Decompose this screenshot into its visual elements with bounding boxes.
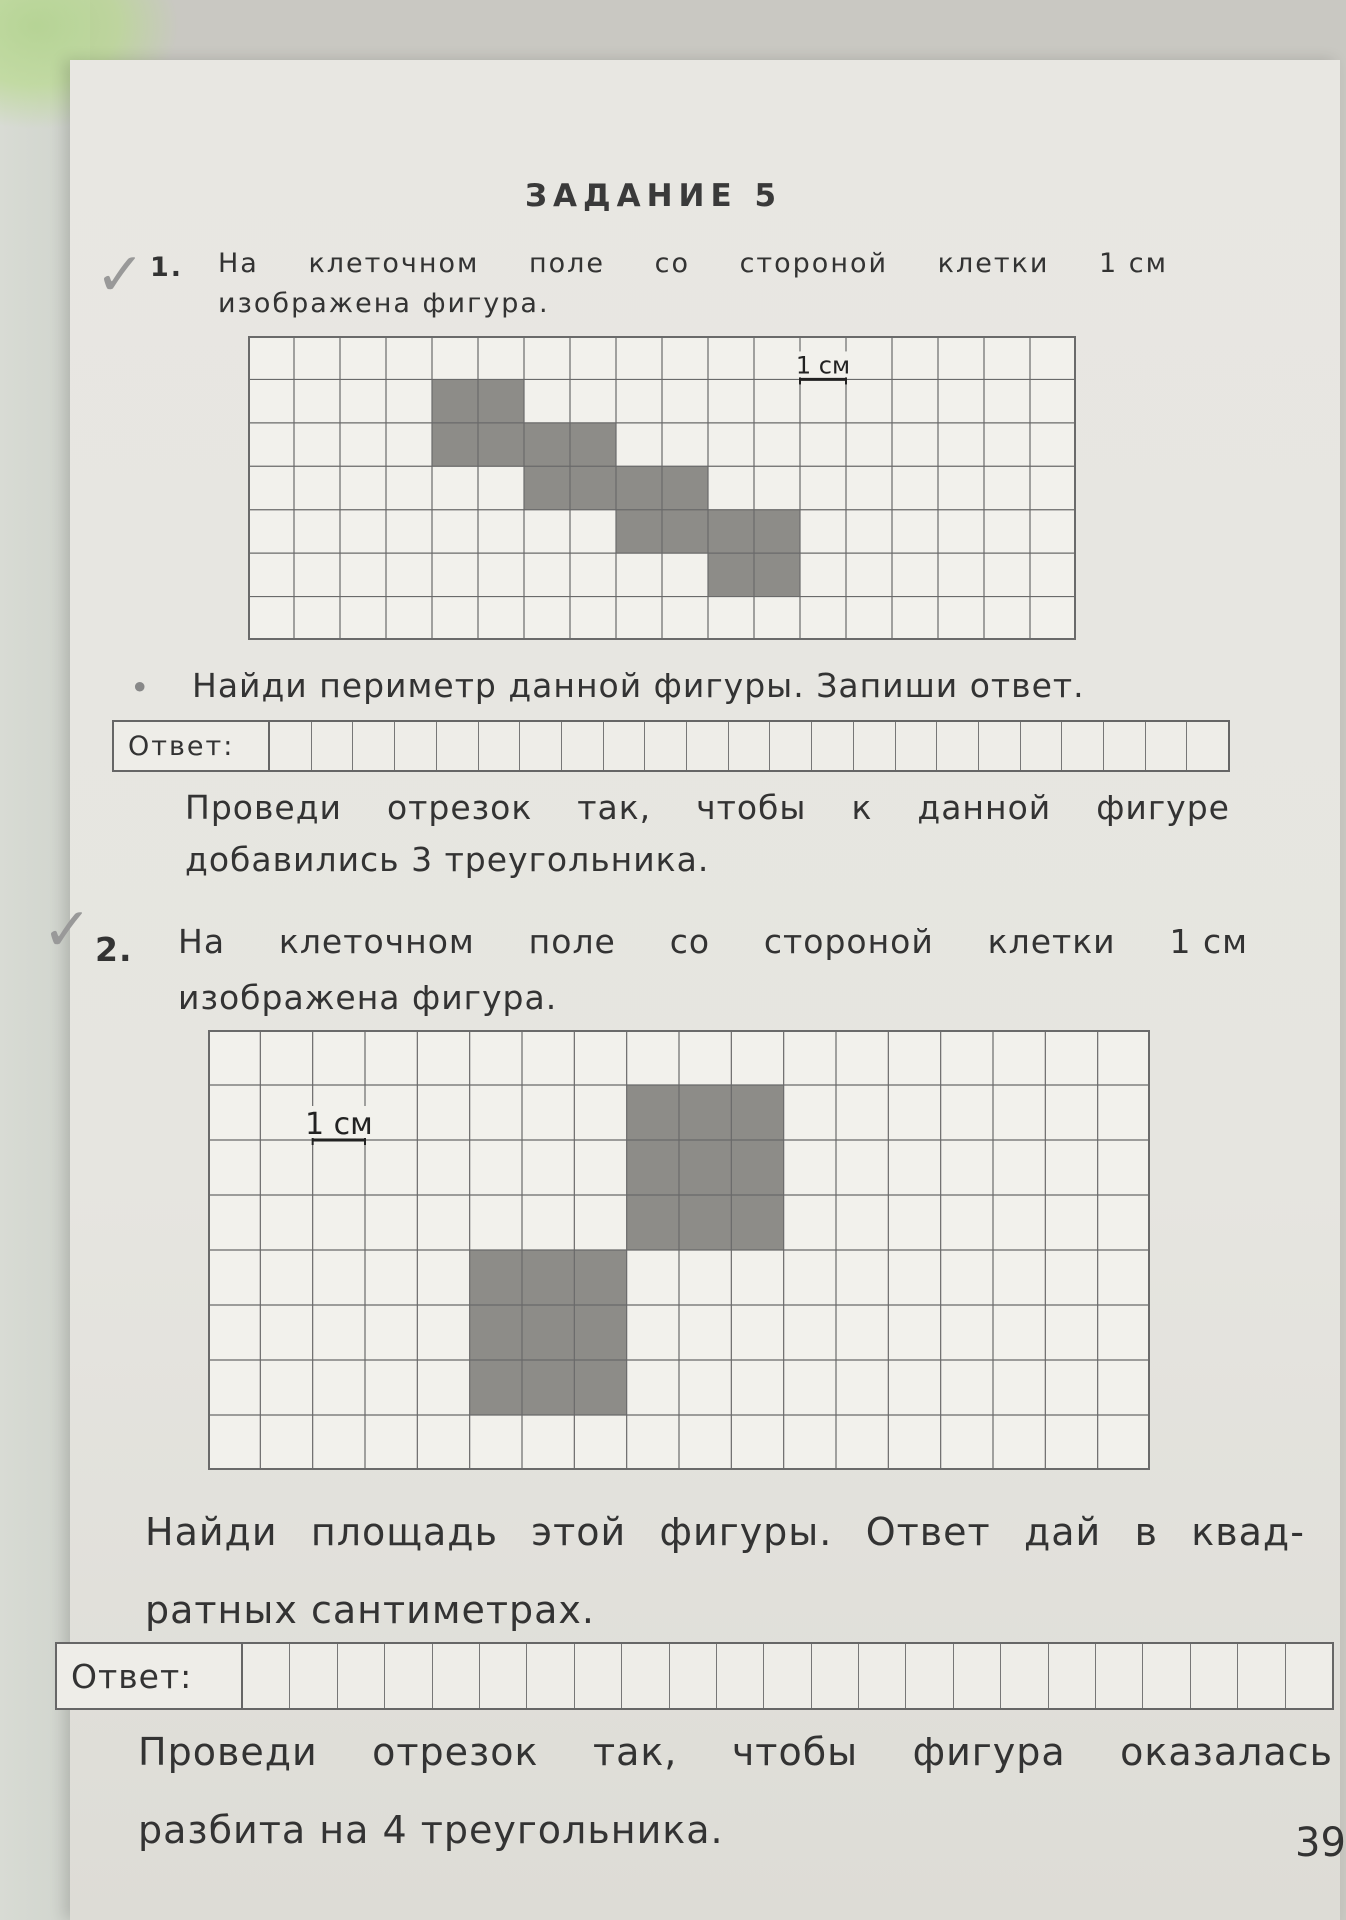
shaded-cell [432, 379, 478, 422]
task1-answer-box[interactable] [112, 720, 1230, 772]
task2-text-line1 [178, 922, 1248, 961]
task2-line1-word: поле [528, 922, 616, 961]
answer-cell[interactable] [312, 722, 354, 770]
shaded-cell [574, 1250, 626, 1305]
task2-extra-word: так, [592, 1730, 678, 1774]
answer-cell[interactable] [433, 1644, 480, 1708]
task1-extra-line2: добавились 3 треугольника. [185, 840, 710, 879]
shaded-cell [731, 1085, 783, 1140]
task2-line1-word: со [669, 922, 711, 961]
task1-line1-word: клеточном [308, 248, 480, 279]
task1-extra-word: так, [577, 788, 652, 827]
answer-cell[interactable] [270, 722, 312, 770]
shaded-cell [627, 1140, 679, 1195]
task2-question-word: в [1134, 1510, 1158, 1554]
task1-line1-word: На [218, 248, 259, 279]
answer-cell[interactable] [527, 1644, 574, 1708]
answer-cell[interactable] [1238, 1644, 1285, 1708]
task2-line1-word: 1 см [1169, 922, 1248, 961]
answer-cell[interactable] [395, 722, 437, 770]
task1-extra-word: отрезок [386, 788, 533, 827]
shaded-cell [524, 423, 570, 466]
shaded-cell [627, 1195, 679, 1250]
pencil-check-mark: ✓ [95, 240, 146, 310]
answer-cell[interactable] [1062, 722, 1104, 770]
task1-grid [248, 336, 1076, 640]
task2-question-word: дай [1023, 1510, 1102, 1554]
task2-number: 2. [95, 930, 133, 969]
shaded-cell [432, 423, 478, 466]
task1-extra-word: чтобы [696, 788, 807, 827]
scale-label: 1 см [304, 1107, 373, 1142]
task2-question-word: фигуры. [659, 1510, 833, 1554]
task1-line1-word: со [654, 248, 690, 279]
answer-cell[interactable] [979, 722, 1021, 770]
answer-cell[interactable] [575, 1644, 622, 1708]
task2-question-word: Ответ [865, 1510, 991, 1554]
task1-line1-word: клетки [937, 248, 1050, 279]
answer-cell[interactable] [1143, 1644, 1190, 1708]
shaded-cell [574, 1305, 626, 1360]
answer-cell[interactable] [1286, 1644, 1332, 1708]
task2-question-word: этой [531, 1510, 627, 1554]
answer-cell[interactable] [1049, 1644, 1096, 1708]
shaded-cell [470, 1250, 522, 1305]
answer-cell[interactable] [906, 1644, 953, 1708]
shaded-cell [679, 1140, 731, 1195]
answer-cells[interactable] [270, 722, 1228, 770]
task2-line1-word: На [178, 922, 226, 961]
task1-number: 1. [150, 252, 184, 283]
task2-extra-word: чтобы [731, 1730, 859, 1774]
answer-cell[interactable] [479, 722, 521, 770]
shaded-cell [754, 510, 800, 553]
shaded-cell [524, 466, 570, 509]
answer-cell[interactable] [859, 1644, 906, 1708]
shaded-cell [478, 379, 524, 422]
task2-answer-box[interactable] [55, 1642, 1334, 1710]
task2-extra-line1 [138, 1730, 1333, 1774]
shaded-cell [662, 510, 708, 553]
task2-line1-word: стороной [763, 922, 934, 961]
answer-cell[interactable] [243, 1644, 290, 1708]
shaded-cell [478, 423, 524, 466]
answer-cell[interactable] [764, 1644, 811, 1708]
shaded-cell [574, 1360, 626, 1415]
answer-cell[interactable] [812, 722, 854, 770]
answer-cell[interactable] [437, 722, 479, 770]
task1-extra-line1 [185, 788, 1230, 827]
answer-cell[interactable] [1191, 1644, 1238, 1708]
answer-cell[interactable] [812, 1644, 859, 1708]
task1-extra-word: Проведи [185, 788, 342, 827]
answer-cell[interactable] [604, 722, 646, 770]
task2-extra-word: оказалась [1120, 1730, 1333, 1774]
shaded-cell [570, 466, 616, 509]
answer-cell[interactable] [729, 722, 771, 770]
shaded-cell [627, 1085, 679, 1140]
shaded-cell [679, 1085, 731, 1140]
task1-question: Найди периметр данной фигуры. Запиши ответ. [192, 666, 1085, 705]
shaded-cell [616, 466, 662, 509]
task1-extra-word: к [851, 788, 873, 827]
answer-label: Ответ: [114, 722, 270, 770]
task1-line1-word: поле [528, 248, 606, 279]
answer-cell[interactable] [1001, 1644, 1048, 1708]
pencil-check-mark: ✓ [42, 895, 93, 965]
task2-line1-word: клеточном [278, 922, 475, 961]
answer-cell[interactable] [854, 722, 896, 770]
grid-svg [248, 336, 1076, 640]
answer-cell[interactable] [1187, 722, 1228, 770]
task2-extra-word: фигура [912, 1730, 1066, 1774]
page-number: 39 [1295, 1820, 1346, 1866]
task2-question-line1 [145, 1510, 1305, 1554]
shaded-cell [616, 510, 662, 553]
shaded-cell [522, 1250, 574, 1305]
answer-cell[interactable] [385, 1644, 432, 1708]
task1-extra-word: фигуре [1096, 788, 1230, 827]
task2-extra-word: Проведи [138, 1730, 318, 1774]
answer-cell[interactable] [670, 1644, 717, 1708]
task2-extra-word: отрезок [372, 1730, 539, 1774]
task2-line1-word: клетки [987, 922, 1116, 961]
answer-cell[interactable] [687, 722, 729, 770]
shaded-cell [470, 1305, 522, 1360]
answer-cell[interactable] [1021, 722, 1063, 770]
shaded-cell [679, 1195, 731, 1250]
task2-question-word: площадь [310, 1510, 498, 1554]
shaded-cell [754, 553, 800, 596]
answer-cell[interactable] [954, 1644, 1001, 1708]
answer-cell[interactable] [896, 722, 938, 770]
task2-text-line2: изображена фигура. [178, 978, 558, 1017]
answer-cell[interactable] [520, 722, 562, 770]
shaded-cell [731, 1195, 783, 1250]
shaded-cell [662, 466, 708, 509]
answer-cell[interactable] [645, 722, 687, 770]
task1-extra-word: данной [917, 788, 1052, 827]
answer-cell[interactable] [353, 722, 395, 770]
task1-text-line1 [218, 248, 1168, 279]
answer-cell[interactable] [770, 722, 812, 770]
task2-question-word: квад- [1191, 1510, 1305, 1554]
grid-svg [208, 1030, 1150, 1470]
answer-cell[interactable] [937, 722, 979, 770]
shaded-cell [731, 1140, 783, 1195]
shaded-cell [708, 510, 754, 553]
answer-cell[interactable] [622, 1644, 669, 1708]
scale-label: 1 см [795, 351, 851, 380]
answer-cell[interactable] [1146, 722, 1188, 770]
answer-cell[interactable] [1104, 722, 1146, 770]
shaded-cell [522, 1305, 574, 1360]
task2-question-word: Найди [145, 1510, 278, 1554]
task1-line1-word: 1 см [1099, 248, 1168, 279]
answer-cell[interactable] [480, 1644, 527, 1708]
task1-text-line2: изображена фигура. [218, 288, 550, 319]
answer-cell[interactable] [338, 1644, 385, 1708]
answer-cell[interactable] [1096, 1644, 1143, 1708]
task2-question-line2: ратных сантиметрах. [145, 1588, 595, 1632]
bullet-mark: • [130, 668, 151, 707]
task2-extra-line2: разбита на 4 треугольника. [138, 1808, 724, 1852]
answer-cell[interactable] [717, 1644, 764, 1708]
answer-cell[interactable] [562, 722, 604, 770]
page-title: ЗАДАНИЕ 5 [525, 178, 783, 214]
shaded-cell [708, 553, 754, 596]
answer-cell[interactable] [290, 1644, 337, 1708]
answer-label: Ответ: [57, 1644, 243, 1708]
shaded-cell [570, 423, 616, 466]
shaded-cell [522, 1360, 574, 1415]
task1-line1-word: стороной [739, 248, 889, 279]
task2-grid [208, 1030, 1150, 1470]
shaded-cell [470, 1360, 522, 1415]
answer-cells[interactable] [243, 1644, 1332, 1708]
